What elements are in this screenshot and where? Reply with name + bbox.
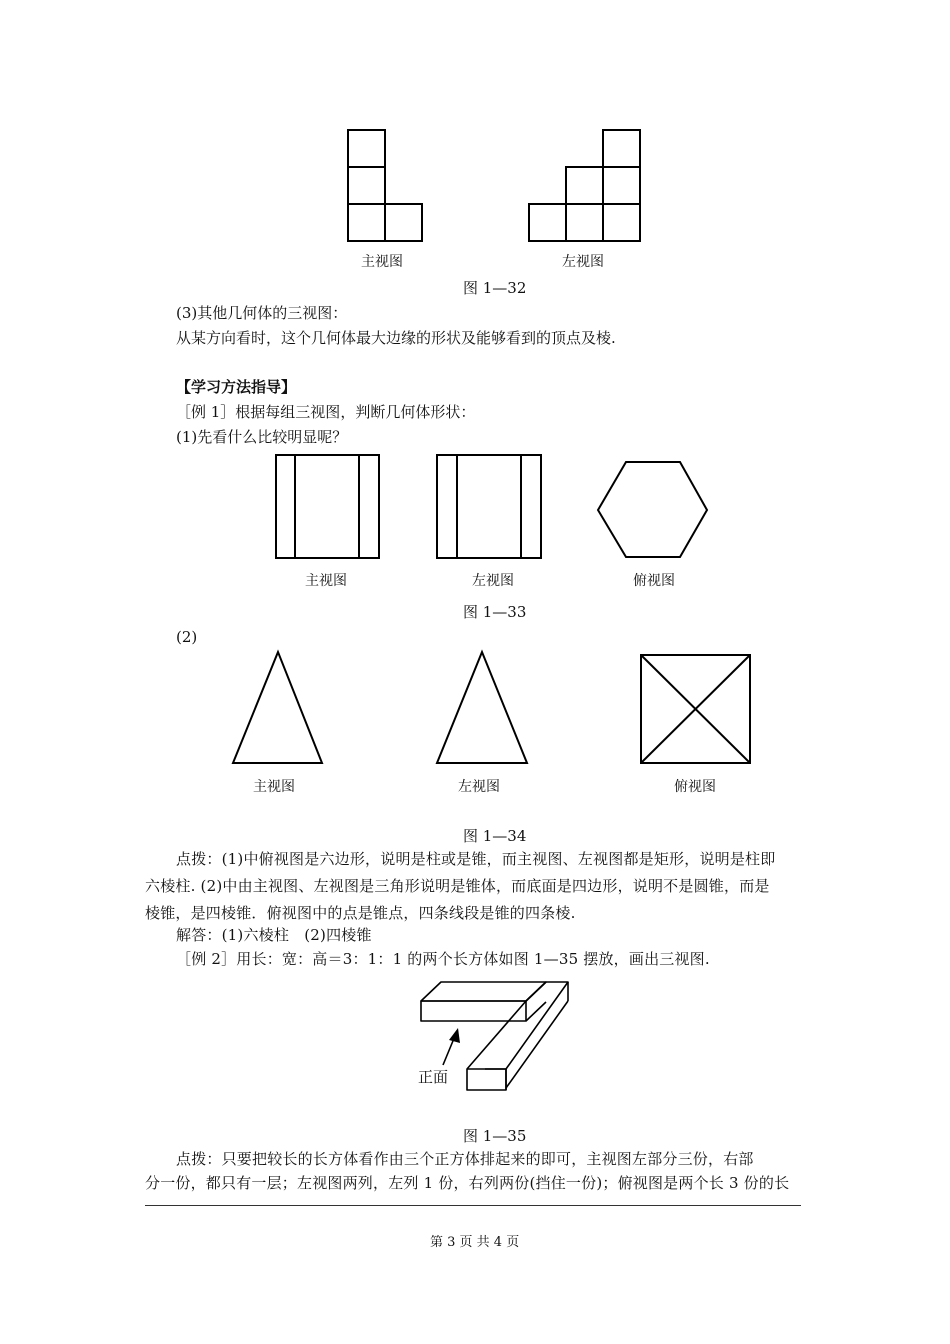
fig-1-35-label: 图 1—35 — [463, 1127, 527, 1145]
fig-1-34-label: 图 1—34 — [463, 827, 527, 845]
fig-1-32-front-caption: 主视图 — [361, 254, 403, 270]
fig-1-32-left-caption: 左视图 — [562, 254, 604, 270]
fig-1-34-top-caption: 俯视图 — [674, 779, 716, 795]
method-heading: 【学习方法指导】 — [176, 378, 297, 396]
fig-1-33-label: 图 1—33 — [463, 603, 527, 621]
fig-1-35-front-label: 正面 — [418, 1068, 449, 1086]
fig-1-32-label: 图 1—32 — [463, 279, 527, 297]
fig-1-33-left-caption: 左视图 — [472, 573, 514, 589]
example-1-answer: 解答：(1)六棱柱 (2)四棱锥 — [176, 926, 372, 944]
example-2-hint-line-1: 点拨：只要把较长的长方体看作由三个正方体排起来的即可，主视图左部分三份，右部 — [176, 1150, 754, 1168]
example-1-hint-line-3: 棱锥，是四棱锥．俯视图中的点是锥点，四条线段是锥的四条棱. — [145, 904, 576, 922]
example-2-intro: ［例 2］用长：宽：高＝3：1：1 的两个长方体如图 1—35 摆放，画出三视图. — [176, 950, 710, 968]
fig-1-34-left-caption: 左视图 — [458, 779, 500, 795]
footer-divider — [145, 1205, 801, 1206]
fig-1-33-top-caption: 俯视图 — [633, 573, 675, 589]
page-footer: 第 3 页 共 4 页 — [430, 1235, 520, 1250]
fig-1-34-front-caption: 主视图 — [253, 779, 295, 795]
example-1-intro: ［例 1］根据每组三视图，判断几何体形状： — [176, 403, 476, 421]
fig-1-33-front-caption: 主视图 — [305, 573, 347, 589]
example-1-part-2: (2) — [176, 628, 198, 646]
example-2-hint-line-2: 分一份，都只有一层；左视图两列，左列 1 份，右列两份(挡住一份)；俯视图是两个长 3 份的长 — [145, 1174, 790, 1192]
section-3-title: (3)其他几何体的三视图： — [176, 304, 348, 322]
example-1-hint-line-1: 点拨：(1)中俯视图是六边形，说明是柱或是锥，而主视图、左视图都是矩形，说明是柱即 — [176, 850, 776, 868]
section-3-text: 从某方向看时，这个几何体最大边缘的形状及能够看到的顶点及棱. — [176, 329, 616, 347]
example-1-hint-line-2: 六棱柱. (2)中由主视图、左视图是三角形说明是锥体，而底面是四边形，说明不是圆锥，而是 — [145, 877, 770, 895]
example-1-part-1: (1)先看什么比较明显呢？ — [176, 428, 348, 446]
